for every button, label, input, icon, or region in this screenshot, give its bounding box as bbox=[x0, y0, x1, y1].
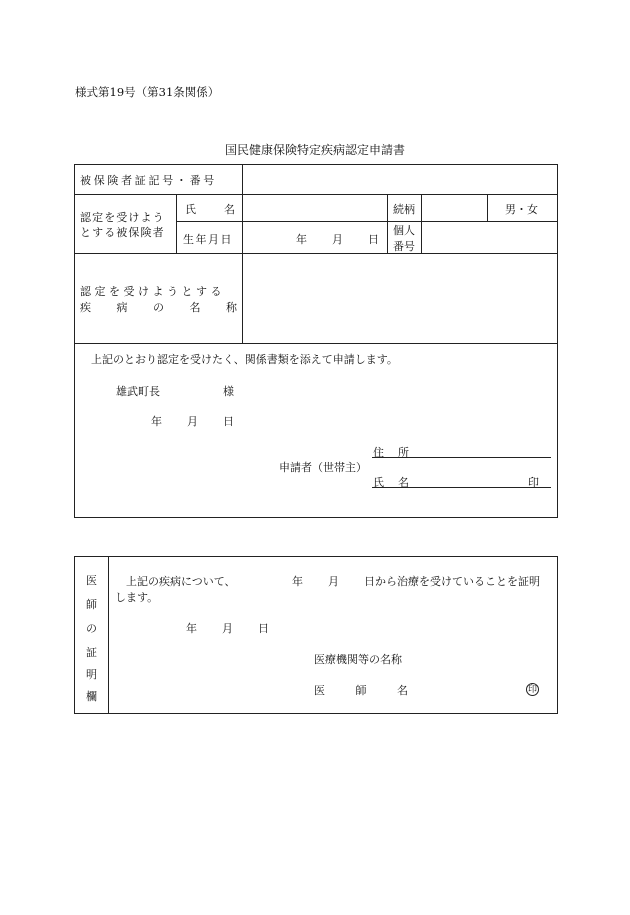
doctor-name-label-char: 名 bbox=[397, 684, 408, 697]
side-label-char: 欄 bbox=[86, 690, 97, 703]
applicant-group-label-line2: とする被保険者 bbox=[80, 226, 165, 239]
name-field[interactable] bbox=[243, 195, 387, 221]
day-unit: 日 bbox=[223, 415, 234, 428]
doctor-name-label-char: 医 bbox=[314, 684, 325, 697]
address-underline bbox=[372, 457, 551, 458]
signer-name-field[interactable] bbox=[412, 470, 522, 486]
side-label-char: 師 bbox=[86, 598, 97, 611]
signer-name-label-char: 名 bbox=[398, 476, 409, 489]
institution-name-field[interactable] bbox=[410, 646, 550, 664]
address-label-char: 所 bbox=[398, 446, 409, 459]
relation-field[interactable] bbox=[422, 195, 487, 221]
doctor-name-field[interactable] bbox=[412, 677, 517, 695]
address-label-char: 住 bbox=[373, 446, 384, 459]
year-unit: 年 bbox=[186, 622, 197, 635]
certification-text-suffix: 日から治療を受けていることを証明 bbox=[364, 575, 540, 588]
divider bbox=[108, 556, 109, 714]
mayor-label: 雄武町長 bbox=[116, 385, 160, 398]
gender-option[interactable]: 男・女 bbox=[505, 203, 538, 216]
relation-label: 続柄 bbox=[393, 203, 415, 216]
disease-label-char: 疾 bbox=[80, 301, 91, 314]
day-unit: 日 bbox=[258, 622, 269, 635]
seal-mark: 印 bbox=[527, 685, 537, 695]
form-number: 様式第19号（第31条関係） bbox=[75, 85, 220, 99]
disease-label-char: 病 bbox=[116, 301, 128, 314]
cert-year-unit: 年 bbox=[292, 575, 303, 588]
insured-number-field[interactable] bbox=[243, 165, 557, 194]
doctor-name-label-char: 師 bbox=[355, 684, 367, 697]
insured-number-label: 被保険者証記号・番号 bbox=[80, 174, 217, 187]
name-label bbox=[185, 201, 235, 217]
side-label-char: 明 bbox=[86, 668, 97, 681]
institution-name-label: 医療機関等の名称 bbox=[314, 653, 402, 666]
certification-text-line2: します。 bbox=[115, 591, 159, 604]
name-label-char: 氏 bbox=[185, 203, 196, 216]
individual-number-field[interactable] bbox=[422, 222, 557, 253]
divider bbox=[387, 194, 388, 253]
birth-day-unit: 日 bbox=[368, 233, 379, 246]
disease-name-field[interactable] bbox=[243, 254, 557, 343]
applicant-group-label-line1: 認定を受けよう bbox=[80, 211, 165, 224]
birthdate-label: 生年月日 bbox=[183, 233, 233, 246]
name-label-char: 名 bbox=[224, 203, 235, 216]
divider bbox=[74, 343, 558, 344]
signer-name-label-char: 氏 bbox=[373, 476, 384, 489]
year-unit: 年 bbox=[151, 415, 162, 428]
applicant-label: 申請者（世帯主） bbox=[279, 461, 367, 474]
address-field[interactable] bbox=[412, 440, 550, 456]
side-label-char: 医 bbox=[86, 574, 97, 587]
seal-mark: 印 bbox=[528, 476, 539, 489]
month-unit: 月 bbox=[187, 415, 198, 428]
divider bbox=[176, 194, 177, 253]
month-unit: 月 bbox=[222, 622, 233, 635]
application-statement: 上記のとおり認定を受けたく、関係書類を添えて申請します。 bbox=[91, 353, 398, 366]
side-label-char: の bbox=[86, 622, 97, 635]
individual-number-label-line1: 個人 bbox=[393, 224, 415, 237]
birth-month-unit: 月 bbox=[332, 233, 343, 246]
disease-label-char: 称 bbox=[226, 301, 237, 314]
signer-name-underline bbox=[372, 487, 551, 488]
disease-label-char: 名 bbox=[189, 301, 201, 314]
disease-label-line2 bbox=[80, 299, 237, 315]
divider bbox=[487, 194, 488, 221]
disease-label-line1: 認定を受けようとする bbox=[80, 285, 225, 298]
individual-number-label-line2: 番号 bbox=[393, 240, 415, 253]
birth-year-unit: 年 bbox=[296, 233, 307, 246]
side-label-char: 証 bbox=[86, 646, 97, 659]
honorific: 様 bbox=[223, 385, 234, 398]
disease-label-char: の bbox=[153, 301, 164, 314]
cert-month-unit: 月 bbox=[328, 575, 339, 588]
doctor-name-label bbox=[314, 682, 408, 698]
certification-text-prefix: 上記の疾病について、 bbox=[126, 575, 236, 588]
page-title: 国民健康保険特定疾病認定申請書 bbox=[224, 143, 405, 157]
